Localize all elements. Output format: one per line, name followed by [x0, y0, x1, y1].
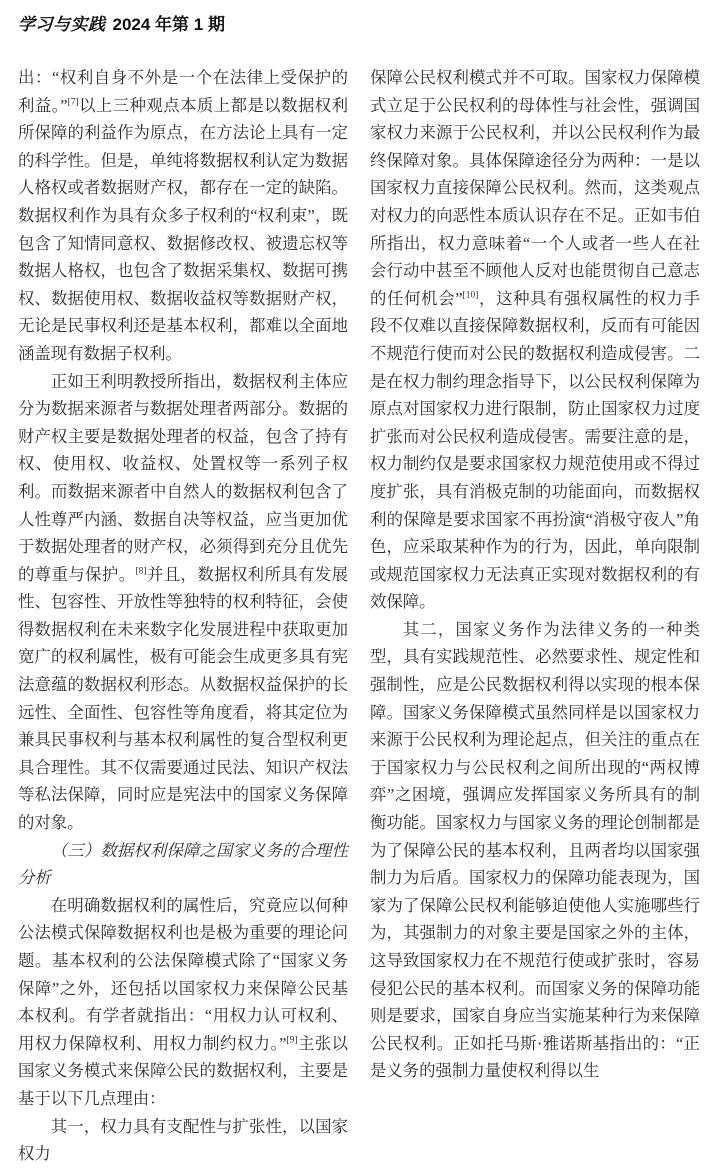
body-paragraph: 其一，权力具有支配性与扩张性，以国家权力 [18, 1116, 348, 1164]
body-paragraph: 出：“权利自身不外是一个在法律上受保护的利益。”[7]以上三种观点本质上都是以数据权利所保障的利益作为原点，在方法论上具有一定的科学性。但是，单纯将数据权利认定为数据人格权或者数据财产权，都存在一定的缺陷。数据权利作为具有众多子权利的“权利束”，既包含了知情同意权、数据修改权、被遗忘权等数据人格权，也包含了数据采集权、数据可携权、数据使用权、数据收益权等数据财产权，无论是民事权利还是基本权利，都难以全面地涵盖现有数据子权利。 [18, 68, 348, 363]
journal-header [18, 10, 225, 35]
footnote-marker: [8] [135, 566, 147, 577]
body-paragraph: 在明确数据权利的属性后，究竟应以何种公法模式保障数据权利也是极为重要的理论问题。基本权利的公法保障模式除了“国家义务保障”之外，还包括以国家权力来保障公民基本权利。有学者就指出：“用权力认可权利、用权力保障权利、用权力制约权力。”[9]主张以国家义务模式来保障公民的数据权利，主要是基于以下几点理由： [18, 895, 349, 1108]
article-body [18, 64, 700, 1168]
footnote-marker: [7] [67, 97, 79, 108]
subsection-heading: （三）数据权利保障之国家义务的合理性分析 [18, 840, 348, 888]
journal-title: 学习与实践 [18, 15, 106, 34]
body-paragraph: 正如王利明教授所指出，数据权利主体应分为数据来源者与数据处理者两部分。数据的财产权主要是数据处理者的权益，包含了持有权、使用权、收益权、处置权等一系列子权利。而数据来源者中自然人的数据权利包含了人性尊严内涵、数据自决等权益，应当更加优于数据处理者的财产权，必须得到充分且优先的尊重与保护。[8]并且，数据权利所具有发展性、包容性、开放性等独特的权利特征，会使得数据权利在未来数字化发展进程中获取更加宽广的权利属性，极有可能会生成更多具有宪法意蕴的数据权利形态。从数据权益保护的长远性、全面性、包容性等角度看，将其定位为兼具民事权利与基本权利属性的复合型权利更具合理性。其不仅需要通过民法、知识产权法等私法保障，同时应是宪法中的国家义务保障的对象。 [18, 371, 349, 833]
body-paragraph: 其二，国家义务作为法律义务的一种类型，具有实践规范性、必然要求性、规定性和强制性，应是公民数据权利得以实现的根本保障。国家义务保障模式虽然同样是以国家权力来源于公民权利为理论起点，但关注的重点在于国家权力与公民权利之间所出现的“两权博弈”之困境，强调应发挥国家义务所具有的制衡功能。国家权力与国家义务的理论创制都是为了保障公民的基本权利，且两者均以国家强制力为后盾。国家权力的保障功能表现为，国家为了保障公民权利能够迫使他人实施哪些行为，其强制力的对象主要是国家之外的主体，这导致国家权力在不规范行使或扩张时，容易侵犯公民的基本权利。而国家义务的保障功能则是要求，国家自身应当实施某种行为来保障公民权利。正如托马斯·雅诺斯基指出的：“正是义务的强制力量使权利得以生 [370, 619, 700, 1081]
footnote-marker: [9] [286, 1035, 298, 1046]
issue-label: 2024 年第 1 期 [112, 15, 225, 34]
body-paragraph: 保障公民权利模式并不可取。国家权力保障模式立足于公民权利的母体性与社会性，强调国家权力来源于公民权利，并以公民权利作为最终保障对象。具体保障途径分为两种：一是以国家权力直接保障公民权利。然而，这类观点对权力的向恶性本质认识存在不足。正如韦伯所指出，权力意味着“一个人或者一些人在社会行动中甚至不顾他人反对也能贯彻自己意志的任何机会”[10]，这种具有强权属性的权力手段不仅难以直接保障数据权利，反而有可能因不规范行使而对公民的数据权利造成侵害。二是在权力制约理念指导下，以公民权利保障为原点对国家权力进行限制，防止国家权力过度扩张而对公民权利造成侵害。需要注意的是，权力制约仅是要求国家权力规范使用或不得过度扩张，具有消极克制的功能面向，而数据权利的保障是要求国家不再扮演“消极守夜人”角色，应采取某种作为的行为，因此，单向限制或规范国家权力无法真正实现对数据权利的有效保障。 [370, 68, 701, 612]
right-column [370, 64, 700, 1168]
footnote-marker: [10] [462, 290, 479, 301]
left-column [18, 64, 348, 1168]
